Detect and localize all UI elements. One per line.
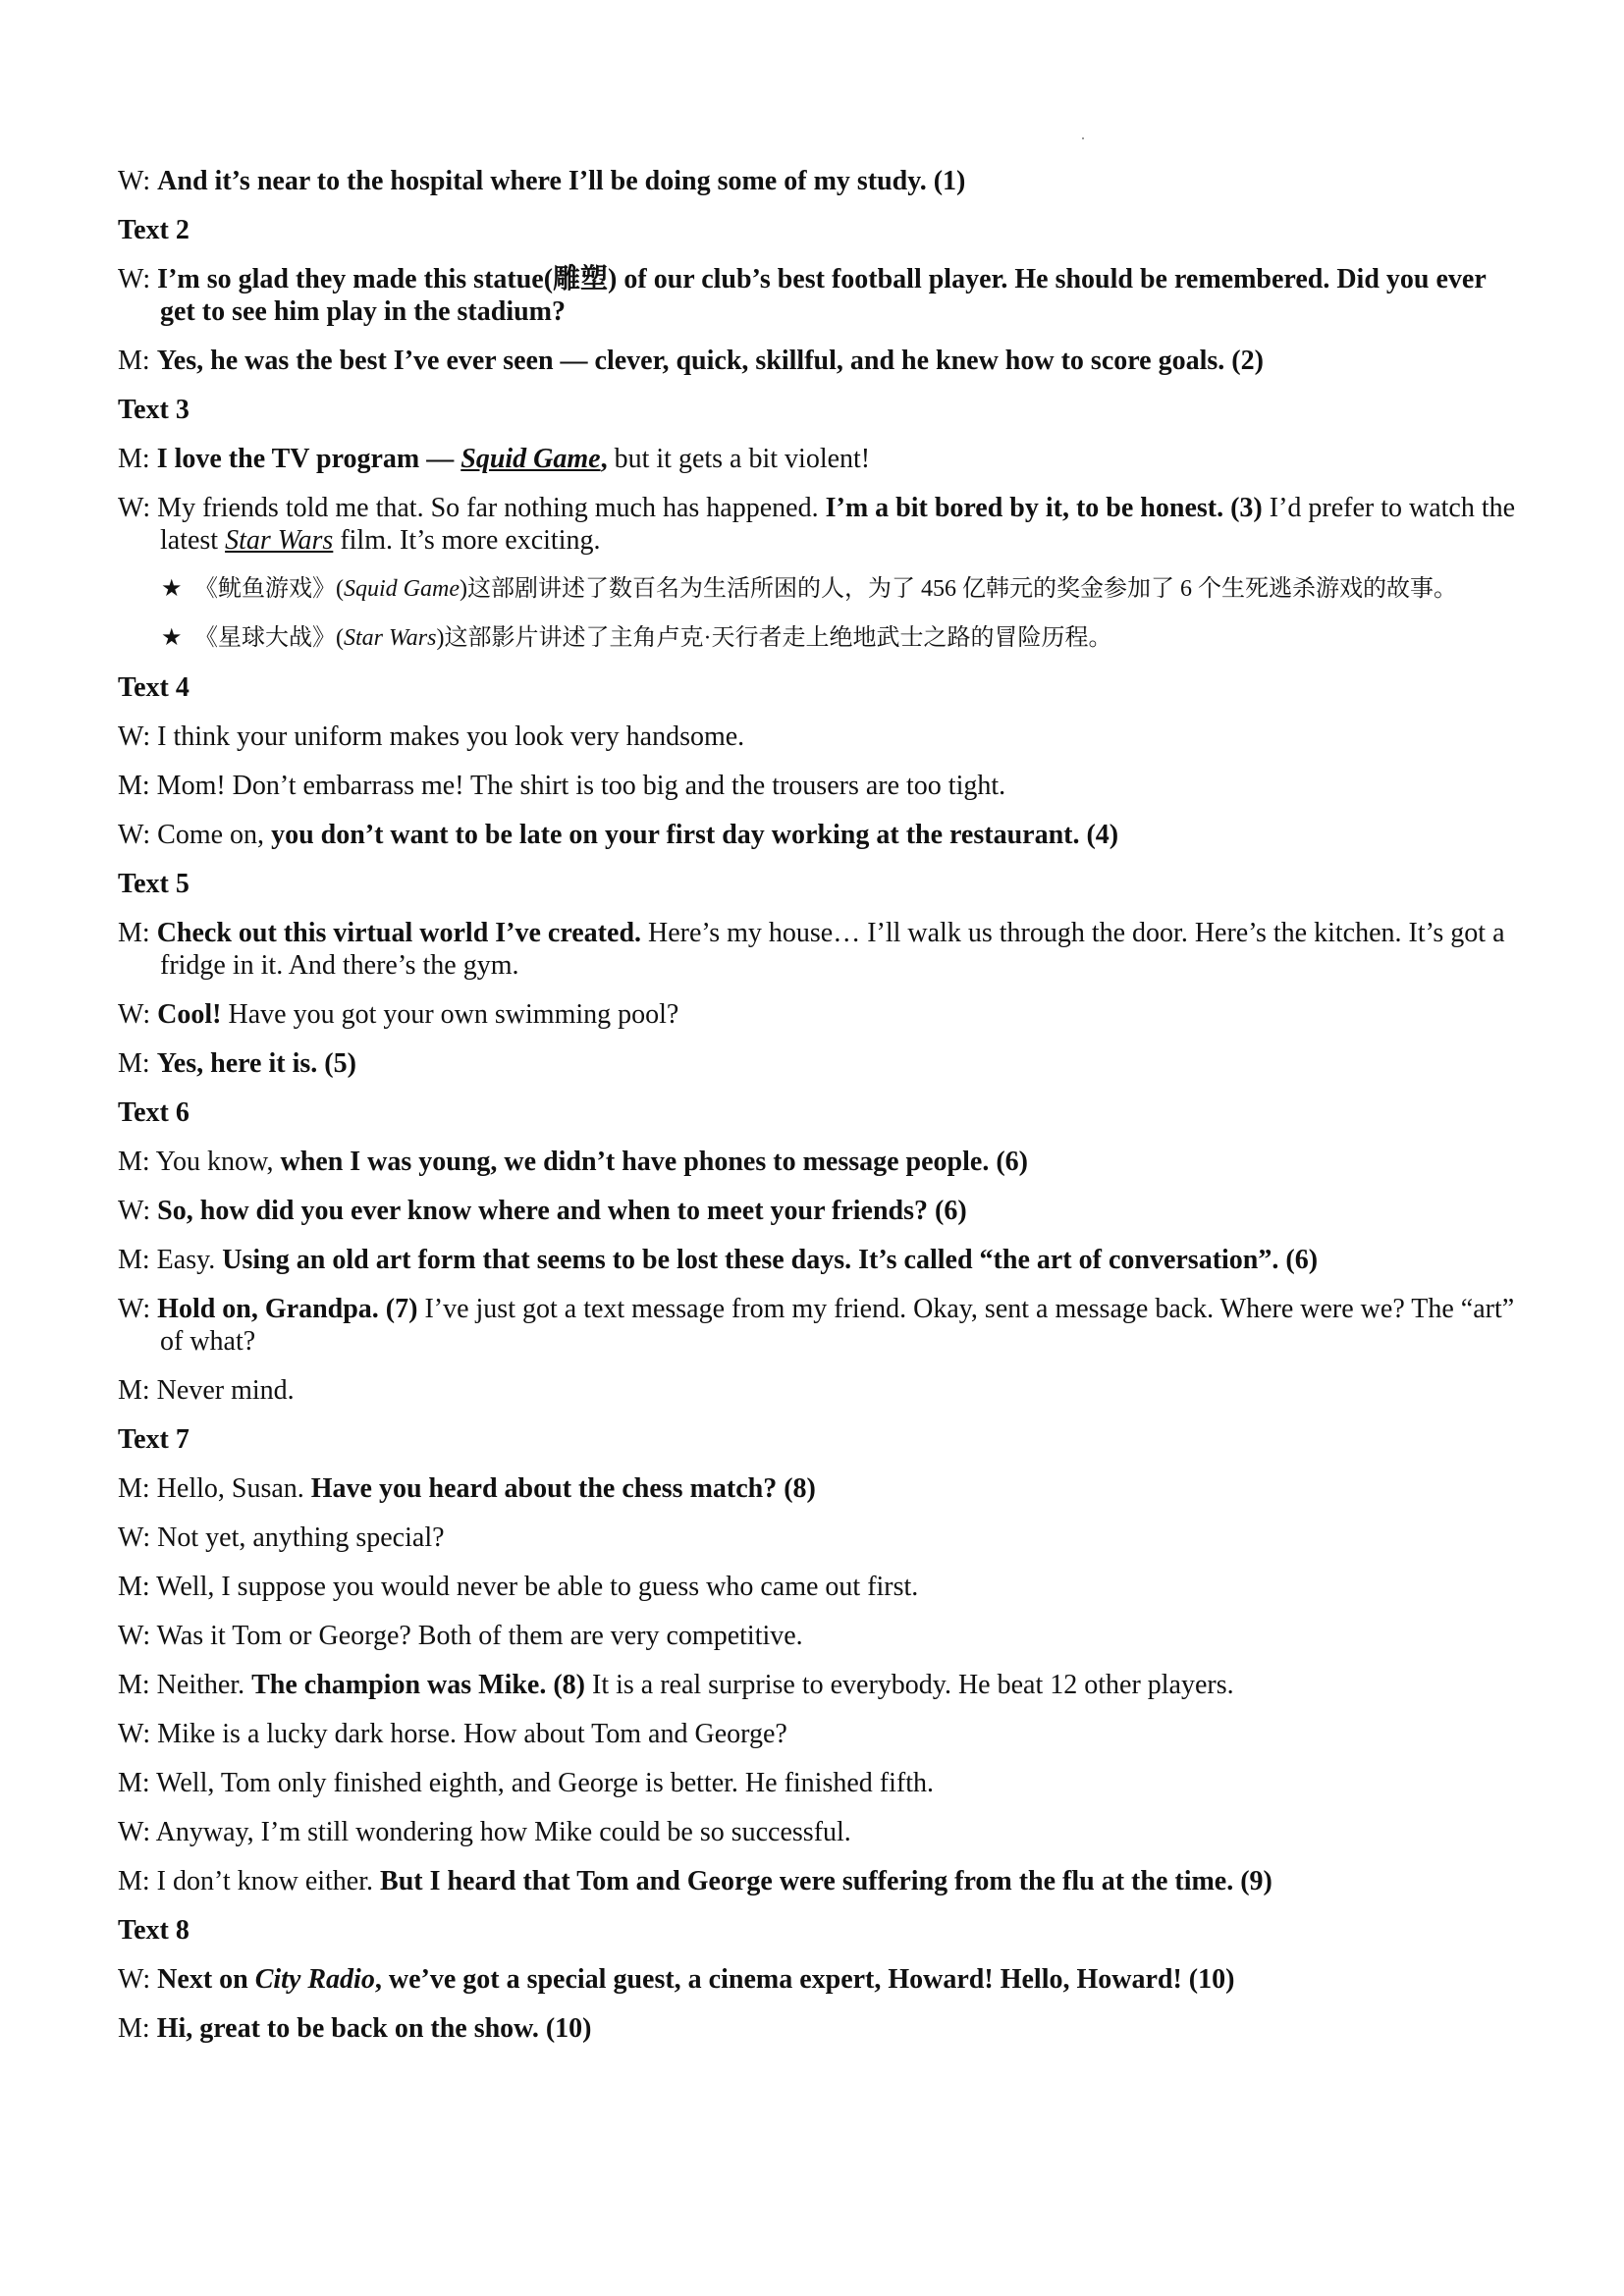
text-segment: M: Never mind. bbox=[118, 1375, 295, 1406]
text-segment: W: bbox=[118, 493, 158, 523]
text-segment: Text 8 bbox=[118, 1915, 189, 1946]
dialogue-line bbox=[118, 1244, 1522, 1276]
text-segment: I’m a bit bored by it, to be honest. (3) bbox=[825, 493, 1263, 523]
text-segment: Text 4 bbox=[118, 672, 189, 703]
text-segment: M: bbox=[118, 1048, 157, 1079]
dialogue-line bbox=[118, 1718, 1522, 1750]
dialogue-line bbox=[118, 165, 1522, 197]
text-segment: M: bbox=[118, 444, 157, 474]
text-segment: Next on bbox=[157, 1964, 255, 1995]
text-segment: City Radio bbox=[254, 1964, 375, 1995]
text-segment: I’d prefer to watch the latest bbox=[160, 493, 1516, 556]
footnote bbox=[118, 573, 1522, 606]
text-segment: Here’s my house… I’ll walk us through the door. Here’s the kitchen. It’s got a fridge in it. And there’s the gym. bbox=[160, 918, 1505, 981]
text-segment: M: Neither. bbox=[118, 1670, 252, 1700]
text-segment: W: Not yet, anything special? bbox=[118, 1522, 445, 1553]
text-segment: 《鱿鱼游戏》( bbox=[194, 576, 344, 602]
text-segment: 《星球大战》( bbox=[194, 625, 344, 651]
text-segment: M: Mom! Don’t embarrass me! The shirt is too big and the trousers are too tight. bbox=[118, 771, 1006, 801]
text-segment: Star Wars bbox=[344, 625, 437, 651]
text-segment: W: bbox=[118, 1294, 158, 1324]
text-segment: Have you heard about the chess match? (8) bbox=[310, 1473, 816, 1504]
dialogue-line bbox=[118, 1767, 1522, 1799]
text-segment: film. It’s more exciting. bbox=[333, 525, 601, 556]
dialogue-line bbox=[118, 1571, 1522, 1603]
section-heading bbox=[118, 394, 1522, 426]
text-segment: So, how did you ever know where and when to meet your friends? (6) bbox=[157, 1196, 967, 1226]
star-icon: ★ bbox=[161, 625, 183, 651]
dialogue-line bbox=[118, 770, 1522, 802]
text-segment: It is a real surprise to everybody. He beat 12 other players. bbox=[585, 1670, 1234, 1700]
section-heading bbox=[118, 868, 1522, 900]
text-segment: The champion was Mike. (8) bbox=[251, 1670, 585, 1700]
text-segment: W: Come on, bbox=[118, 820, 272, 850]
dialogue-line bbox=[118, 1195, 1522, 1227]
text-segment: W: bbox=[118, 166, 158, 196]
dialogue-line bbox=[118, 263, 1522, 328]
section-heading bbox=[118, 1914, 1522, 1947]
text-segment: M: You know, bbox=[118, 1147, 281, 1177]
text-segment: Yes, here it is. (5) bbox=[156, 1048, 356, 1079]
dialogue-line bbox=[118, 443, 1522, 475]
text-segment: Using an old art form that seems to be lost these days. It’s called “the art of conversation”. (6) bbox=[222, 1245, 1319, 1275]
text-segment: , we’ve got a special guest, a cinema expert, Howard! Hello, Howard! (10) bbox=[374, 1964, 1235, 1995]
text-segment: )这部影片讲述了主角卢克·天行者走上绝地武士之路的冒险历程。 bbox=[436, 625, 1112, 651]
text-segment: And it’s near to the hospital where I’ll be doing some of my study. (1) bbox=[157, 166, 966, 196]
dialogue-line bbox=[118, 1522, 1522, 1554]
text-segment: M: Well, Tom only finished eighth, and George is better. He finished fifth. bbox=[118, 1768, 934, 1798]
star-icon: ★ bbox=[161, 576, 183, 602]
footnote bbox=[118, 622, 1522, 655]
dialogue-line bbox=[118, 1816, 1522, 1848]
text-segment: W: bbox=[118, 999, 158, 1030]
dialogue-line bbox=[118, 1374, 1522, 1407]
dialogue-line bbox=[118, 1146, 1522, 1178]
dialogue-line bbox=[118, 917, 1522, 982]
text-segment: Text 2 bbox=[118, 215, 189, 245]
text-segment: I love the TV program — bbox=[156, 444, 461, 474]
text-segment: Text 3 bbox=[118, 395, 189, 425]
text-segment: W: bbox=[118, 1196, 158, 1226]
text-segment: M: I don’t know either. bbox=[118, 1866, 381, 1896]
text-segment: I’ve just got a text message from my friend. Okay, sent a message back. Where were we? The “art” of what? bbox=[160, 1294, 1515, 1357]
text-segment: M: bbox=[118, 2013, 157, 2044]
dialogue-line bbox=[118, 1047, 1522, 1080]
text-segment: Star Wars bbox=[225, 525, 334, 556]
text-segment: M: Well, I suppose you would never be able to guess who came out first. bbox=[118, 1572, 919, 1602]
dialogue-line bbox=[118, 1669, 1522, 1701]
text-segment: but it gets a bit violent! bbox=[607, 444, 871, 474]
text-segment: Hold on, Grandpa. (7) bbox=[157, 1294, 418, 1324]
text-segment: M: bbox=[118, 918, 157, 948]
dialogue-line bbox=[118, 1963, 1522, 1996]
text-segment: Yes, he was the best I’ve ever seen — clever, quick, skillful, and he knew how to score goals. (2) bbox=[156, 346, 1264, 376]
text-segment: Check out this virtual world I’ve created. bbox=[156, 918, 642, 948]
dialogue-line bbox=[118, 492, 1522, 557]
text-segment: Text 5 bbox=[118, 869, 189, 899]
section-heading bbox=[118, 214, 1522, 246]
text-segment: But I heard that Tom and George were suffering from the flu at the time. (9) bbox=[380, 1866, 1272, 1896]
section-heading bbox=[118, 1096, 1522, 1129]
scan-speck bbox=[1082, 137, 1084, 139]
text-segment: Cool! bbox=[157, 999, 222, 1030]
text-segment: I’m so glad they made this statue(雕塑) of our club’s best football player. He should be remembered. Did you ever get to see him play in the stadium? bbox=[157, 264, 1487, 327]
text-segment: , bbox=[600, 444, 608, 474]
dialogue-line bbox=[118, 1865, 1522, 1897]
text-segment: W: bbox=[118, 1964, 158, 1995]
text-segment: My friends told me that. So far nothing much has happened. bbox=[157, 493, 826, 523]
text-segment: W: Anyway, I’m still wondering how Mike could be so successful. bbox=[118, 1817, 851, 1847]
text-segment: you don’t want to be late on your first day working at the restaurant. (4) bbox=[271, 820, 1119, 850]
text-segment: Hi, great to be back on the show. (10) bbox=[156, 2013, 592, 2044]
text-segment: Have you got your own swimming pool? bbox=[221, 999, 679, 1030]
text-segment: M: Hello, Susan. bbox=[118, 1473, 311, 1504]
dialogue-line bbox=[118, 1293, 1522, 1358]
text-segment: W: I think your uniform makes you look very handsome. bbox=[118, 721, 745, 752]
text-segment: when I was young, we didn’t have phones to message people. (6) bbox=[280, 1147, 1028, 1177]
text-segment: W: Mike is a lucky dark horse. How about Tom and George? bbox=[118, 1719, 787, 1749]
text-segment: M: bbox=[118, 346, 157, 376]
text-segment: Text 6 bbox=[118, 1097, 189, 1128]
dialogue-line bbox=[118, 2012, 1522, 2045]
section-heading bbox=[118, 1423, 1522, 1456]
section-heading bbox=[118, 671, 1522, 704]
text-segment: Squid Game bbox=[344, 576, 460, 602]
transcript-body bbox=[118, 165, 1522, 2061]
text-segment: W: Was it Tom or George? Both of them are very competitive. bbox=[118, 1621, 803, 1651]
text-segment: )这部剧讲述了数百名为生活所困的人，为了 456 亿韩元的奖金参加了 6 个生死逃杀游戏的故事。 bbox=[459, 576, 1457, 602]
text-segment: W: bbox=[118, 264, 158, 294]
dialogue-line bbox=[118, 345, 1522, 377]
dialogue-line bbox=[118, 998, 1522, 1031]
text-segment: Text 7 bbox=[118, 1424, 189, 1455]
text-segment: Squid Game bbox=[460, 444, 601, 474]
text-segment: M: Easy. bbox=[118, 1245, 223, 1275]
dialogue-line bbox=[118, 1620, 1522, 1652]
dialogue-line bbox=[118, 819, 1522, 851]
dialogue-line bbox=[118, 1472, 1522, 1505]
dialogue-line bbox=[118, 721, 1522, 753]
